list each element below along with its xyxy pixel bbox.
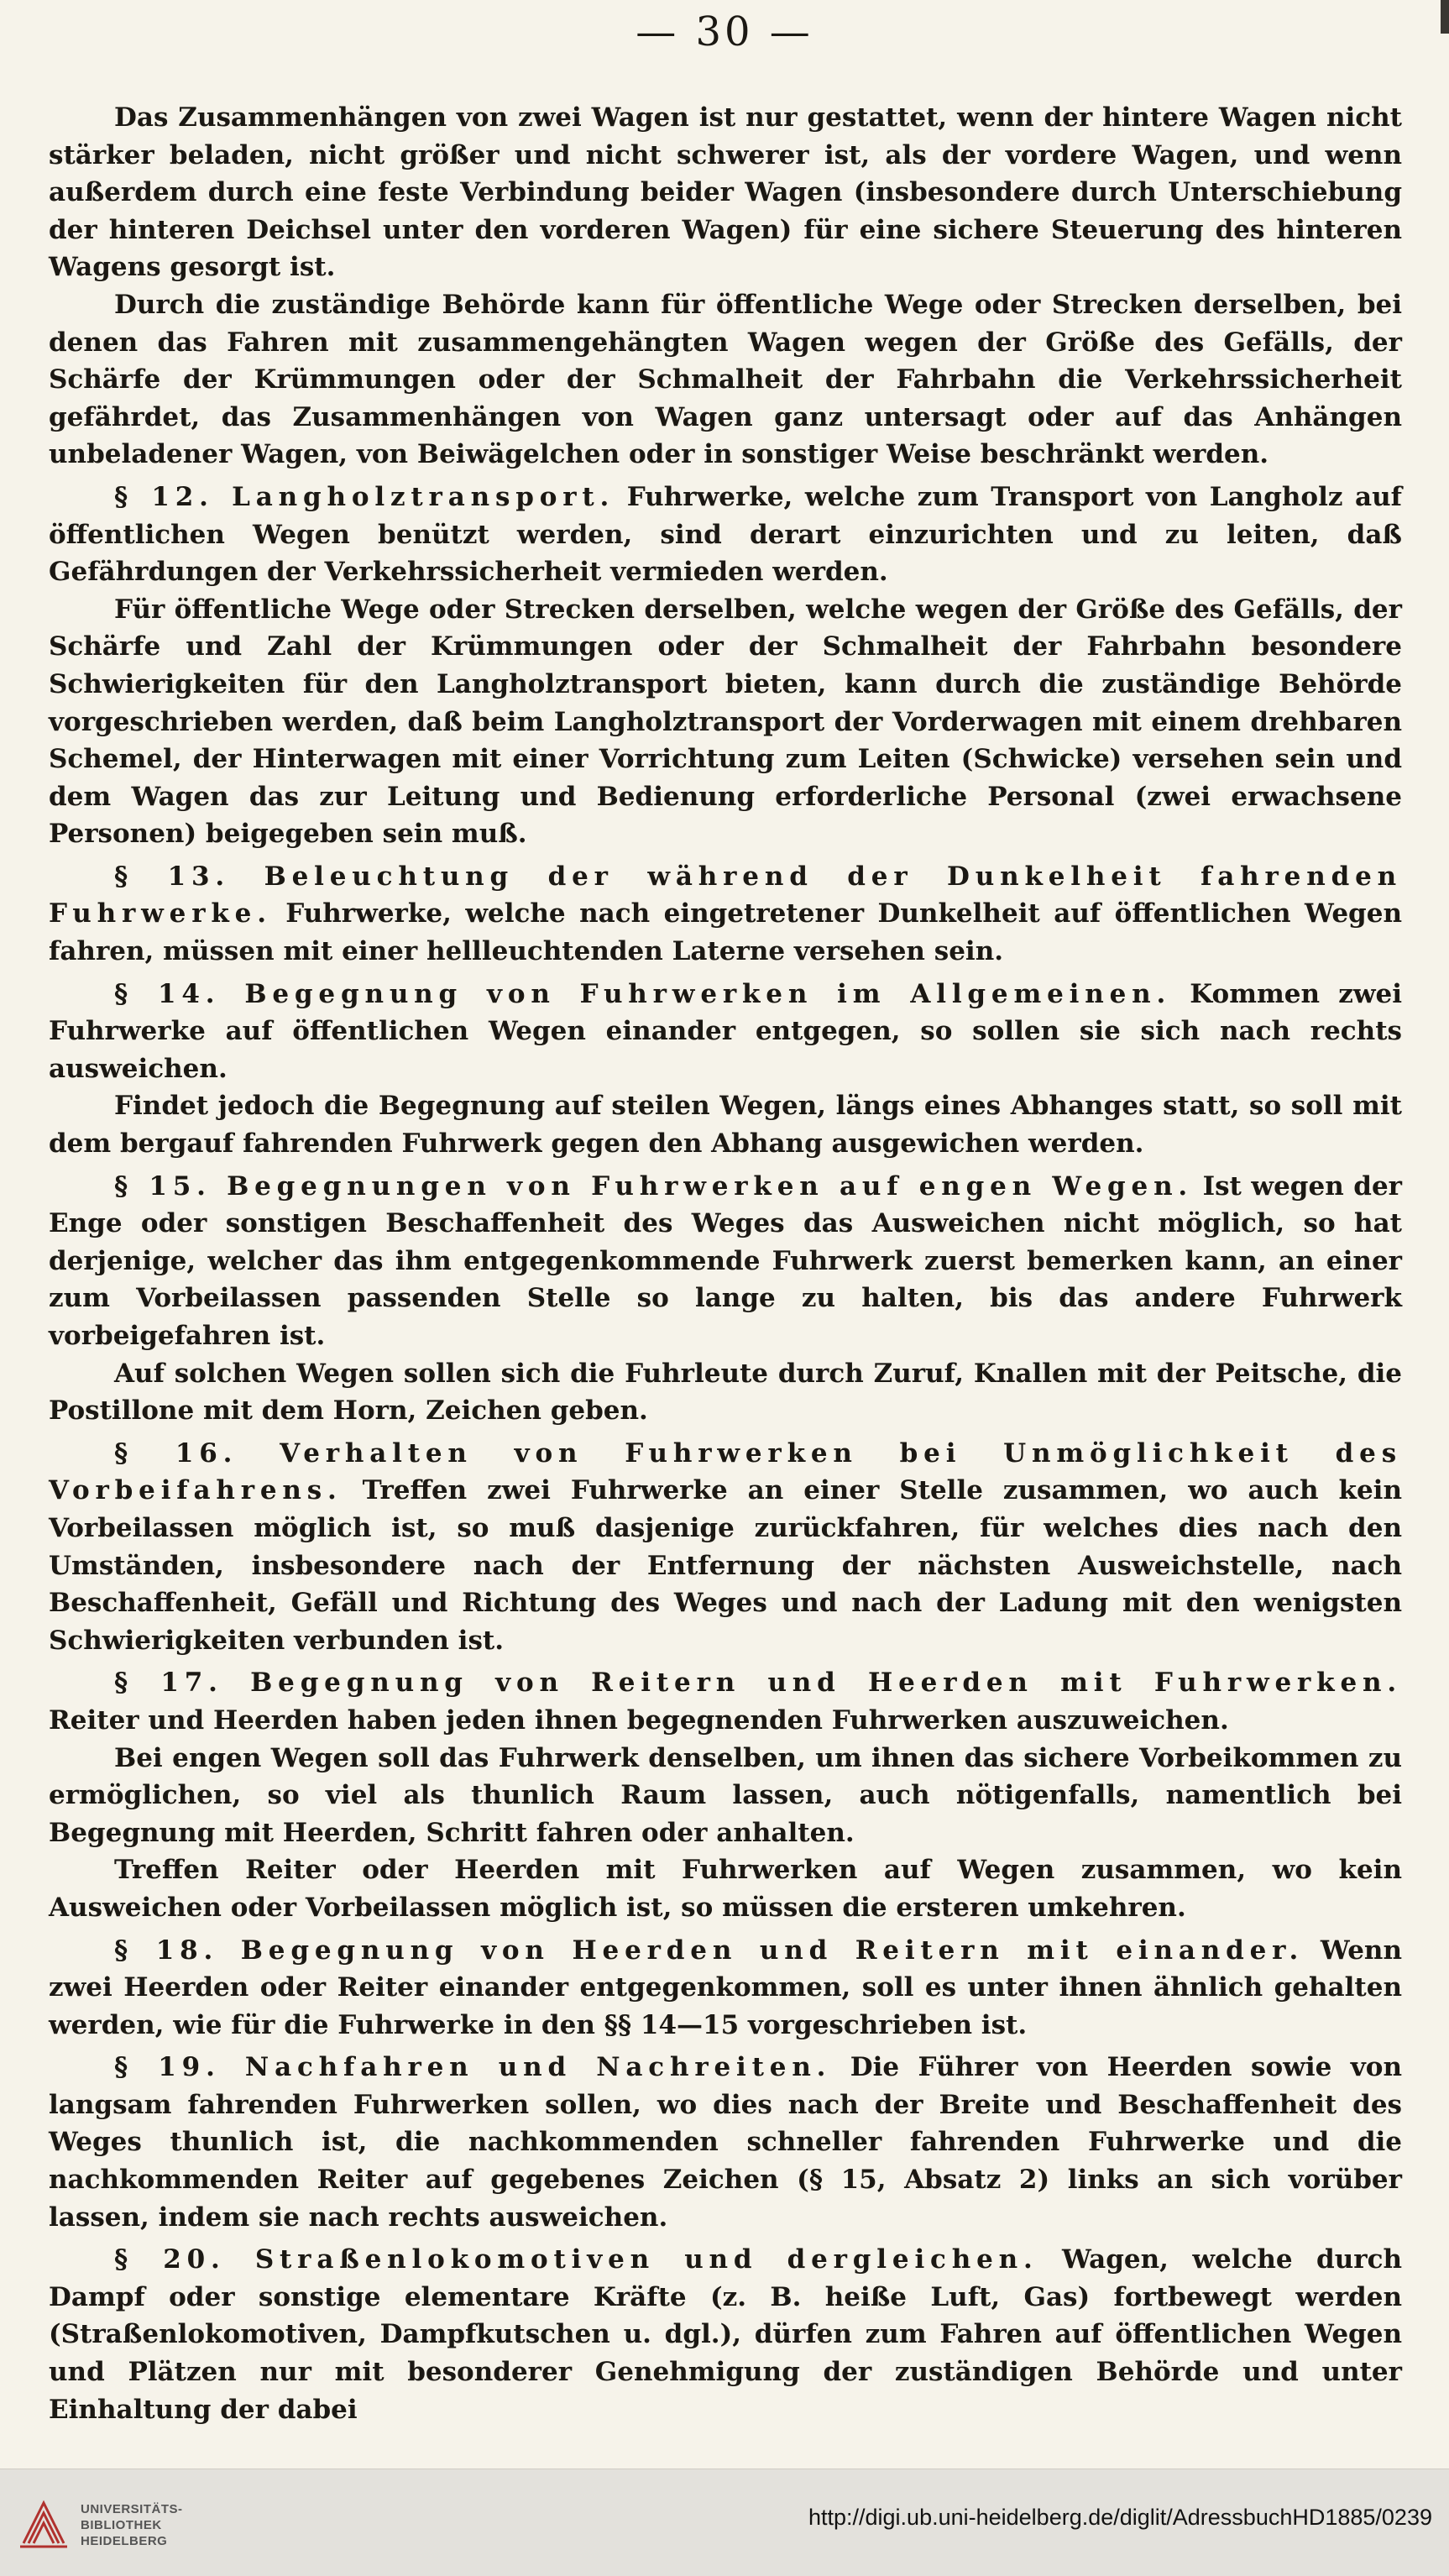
section-paragraph — [49, 1932, 1402, 2045]
body-paragraph — [49, 1087, 1402, 1162]
section-heading: § 12. Langholztransport. — [114, 481, 615, 512]
section-heading: § 18. Begegnung von Heerden und Reitern mit einander. — [114, 1935, 1305, 1966]
body-paragraph — [49, 1851, 1402, 1926]
paragraph-text: Wagen, welche durch Dampf oder sonstige elementare Kräfte (z. B. heiße Luft, Gas) fortbewegt werden (Straßenlokomotiven, Dampfkutschen u. dgl.), dürfen zum Fahren auf öffentlichen Wegen und Plätzen nur mit besonderer Genehmigung der zuständigen Behörde und unter Einhaltung der dabei — [49, 2244, 1402, 2425]
university-library-logo-icon — [17, 2496, 71, 2550]
section-heading: § 20. Straßenlokomotiven und dergleichen. — [114, 2244, 1038, 2275]
library-name-line1: UNIVERSITÄTS- — [81, 2502, 183, 2516]
section-paragraph — [49, 1664, 1402, 1739]
paragraph-text: Auf solchen Wegen sollen sich die Fuhrleute durch Zuruf, Knallen mit der Peitsche, die Postillone mit dem Horn, Zeichen geben. — [49, 1358, 1402, 1427]
page-body-text — [49, 99, 1402, 2428]
body-paragraph — [49, 1355, 1402, 1430]
section-paragraph — [49, 2049, 1402, 2236]
paragraph-text: Bei engen Wegen soll das Fuhrwerk denselben, um ihnen das sichere Vorbeikommen zu ermöglichen, so viel als thunlich Raum lassen, auch nötigenfalls, namentlich bei Begegnung mit Heerden, Schritt fahren oder anhalten. — [49, 1742, 1402, 1848]
section-paragraph — [49, 1435, 1402, 1660]
paragraph-text: Wenn zwei Heerden oder Reiter einander entgegenkommen, soll es unter ihnen ähnlich gehalten werden, wie für die Fuhrwerke in den §§ 14—15 vorgeschrieben ist. — [49, 1935, 1403, 2040]
section-heading: § 13. Beleuchtung der während der Dunkelheit fahrenden Fuhrwerke. — [49, 861, 1402, 929]
section-heading: § 15. Begegnungen von Fuhrwerken auf engen Wegen. — [114, 1170, 1194, 1202]
paragraph-text: Findet jedoch die Begegnung auf steilen Wegen, längs eines Abhanges statt, so soll mit dem bergauf fahrenden Fuhrwerk gegen den Abhang ausgewichen werden. — [49, 1091, 1402, 1160]
paragraph-text: Treffen zwei Fuhrwerke an einer Stelle zusammen, wo auch kein Vorbeilassen möglich ist, so muß dasjenige zurückfahren, für welches dies nach den Umständen, insbesondere nach der Entfernung der nächsten Ausweichstelle, nach Beschaffenheit, Gefäll und Richtung des Weges und nach der Ladung mit den wenigsten Schwierigkeiten verbunden ist. — [49, 1475, 1402, 1656]
section-paragraph — [49, 858, 1402, 971]
section-heading: § 16. Verhalten von Fuhrwerken bei Unmöglichkeit des Vorbeifahrens. — [49, 1437, 1402, 1506]
source-url-link[interactable]: http://digi.ub.uni-heidelberg.de/diglit/AdressbuchHD1885/0239 — [808, 2505, 1432, 2530]
library-name-line2: BIBLIOTHEK — [81, 2518, 162, 2532]
paragraph-text: Kommen zwei Fuhrwerke auf öffentlichen Wegen einander entgegen, so sollen sie sich nach rechts ausweichen. — [49, 978, 1403, 1084]
paragraph-text: Fuhrwerke, welche nach eingetretener Dunkelheit auf öffentlichen Wegen fahren, müssen mit einer hellleuchtenden Laterne versehen sein. — [49, 898, 1402, 967]
section-heading: § 14. Begegnung von Fuhrwerken im Allgemeinen. — [114, 978, 1172, 1009]
section-heading: § 17. Begegnung von Reitern und Heerden mit Fuhrwerken. — [114, 1668, 1402, 1699]
paragraph-text: Für öffentliche Wege oder Strecken derselben, welche wegen der Größe des Gefälls, der Schärfe und Zahl der Krümmungen oder der Schmalheit der Fahrbahn besondere Schwierigkeiten für den Langholztransport bieten, kann durch die zuständige Behörde vorgeschrieben werden, daß beim Langholztransport der Vorderwagen mit einem drehbaren Schemel, der Hinterwagen mit einer Vorrichtung zum Leiten (Schwicke) versehen sein und dem Wagen das zur Leitung und Bedienung erforderliche Personal (zwei erwachsene Personen) beigegeben sein muß. — [49, 594, 1402, 850]
section-paragraph — [49, 479, 1402, 591]
paragraph-text: Das Zusammenhängen von zwei Wagen ist nur gestattet, wenn der hintere Wagen nicht stärker beladen, nicht größer und nicht schwerer ist, als der vordere Wagen, und wenn außerdem durch eine feste Verbindung beider Wagen (insbesondere durch Unterschiebung der hinteren Deichsel unter den vorderen Wagen) für eine sichere Steuerung des hinteren Wagens gesorgt ist. — [49, 102, 1402, 283]
paragraph-text: Reiter und Heerden haben jeden ihnen begegnenden Fuhrwerken auszuweichen. — [49, 1704, 1229, 1736]
viewer-footer — [0, 2469, 1449, 2576]
section-paragraph — [49, 976, 1402, 1088]
body-paragraph — [49, 1740, 1402, 1852]
section-heading: § 19. Nachfahren und Nachreiten. — [114, 2052, 832, 2083]
paragraph-text: Treffen Reiter oder Heerden mit Fuhrwerken auf Wegen zusammen, wo kein Ausweichen oder Vorbeilassen möglich ist, so müssen die ersteren umkehren. — [49, 1855, 1402, 1923]
page-number: — 30 — — [636, 8, 813, 55]
section-paragraph — [49, 1168, 1402, 1355]
library-name-line3: HEIDELBERG — [81, 2534, 168, 2548]
paragraph-text: Ist wegen der Enge oder sonstigen Beschaffenheit des Weges das Ausweichen nicht möglich, so hat derjenige, welcher das ihm entgegenkommende Fuhrwerk zuerst bemerken kann, an einer zum Vorbeilassen passenden Stelle so lange zu halten, bis das andere Fuhrwerk vorbeigefahren ist. — [49, 1170, 1402, 1351]
section-paragraph — [49, 2241, 1402, 2428]
body-paragraph — [49, 286, 1402, 474]
library-name — [81, 2501, 183, 2549]
paragraph-text: Die Führer von Heerden sowie von langsam fahrenden Fuhrwerken sollen, wo dies nach der Breite und Beschaffenheit des Weges thunlich ist, die nachkommenden schneller fahrenden Fuhrwerke und die nachkommenden Reiter auf gegebenes Zeichen (§ 15, Absatz 2) links an sich vorüber lassen, indem sie nach rechts ausweichen. — [49, 2052, 1402, 2233]
body-paragraph — [49, 591, 1402, 853]
paragraph-text: Durch die zuständige Behörde kann für öffentliche Wege oder Strecken derselben, bei denen das Fahren mit zusammengehängten Wagen wegen der Größe des Gefälls, der Schärfe der Krümmungen oder der Schmalheit der Fahrbahn die Verkehrssicherheit gefährdet, das Zusammenhängen von Wagen ganz untersagt oder auf das Anhängen unbeladener Wagen, von Beiwägelchen oder in sonstiger Weise beschränkt werden. — [49, 289, 1402, 470]
body-paragraph — [49, 99, 1402, 286]
paragraph-text: Fuhrwerke, welche zum Transport von Langholz auf öffentlichen Wegen benützt werden, sind derart einzurichten und zu leiten, daß Gefährdungen der Verkehrssicherheit vermieden werden. — [49, 481, 1403, 588]
